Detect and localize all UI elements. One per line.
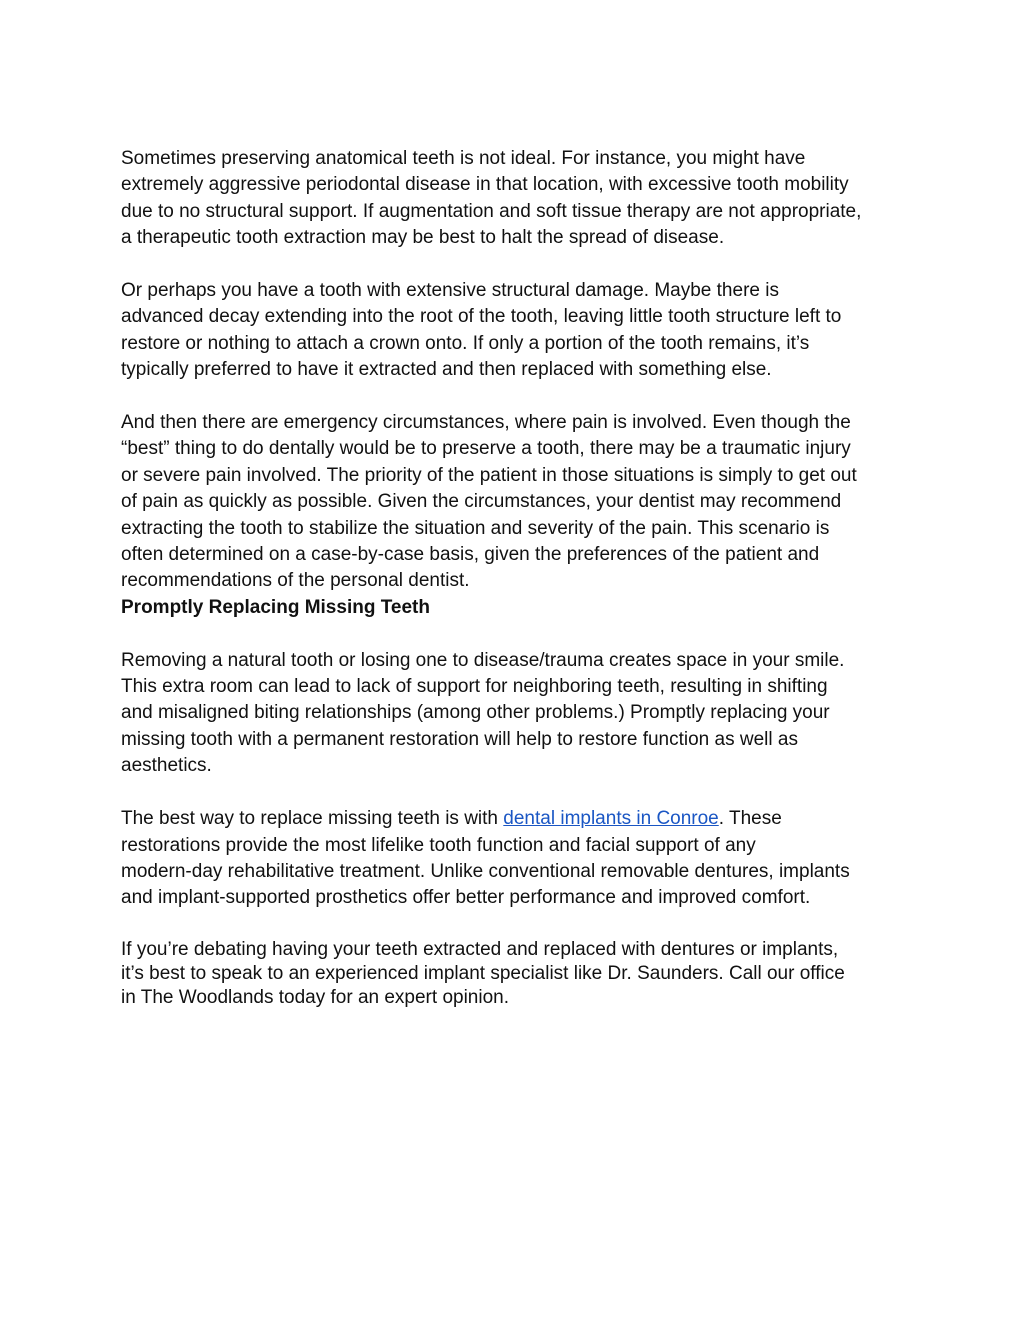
text-line: Sometimes preserving anatomical teeth is not ideal. For instance, you might have	[121, 148, 806, 169]
text-line: This extra room can lead to lack of support for neighboring teeth, resulting in shifting	[121, 676, 828, 698]
text-line: it’s best to speak to an experienced implant specialist like Dr. Saunders. Call our office	[121, 963, 845, 985]
text-line: If you’re debating having your teeth extracted and replaced with dentures or implants,	[121, 939, 839, 961]
document-body	[121, 146, 921, 1010]
text-line: Removing a natural tooth or losing one to disease/trauma creates space in your smile.	[121, 649, 845, 671]
text-line: in The Woodlands today for an expert opinion.	[121, 987, 509, 1009]
paragraph-preserving-teeth	[121, 146, 921, 252]
text-line: a therapeutic tooth extraction may be best to halt the spread of disease.	[121, 227, 725, 249]
text-line: and implant-supported prosthetics offer better performance and improved comfort.	[121, 887, 811, 909]
text-line: And then there are emergency circumstances, where pain is involved. Even though the	[121, 412, 851, 434]
text-line: extracting the tooth to stabilize the situation and severity of the pain. This scenario is	[121, 517, 830, 539]
text-line: missing tooth with a permanent restoration will help to restore function as well as	[121, 728, 798, 750]
text-line: “best” thing to do dentally would be to preserve a tooth, there may be a traumatic injury	[121, 438, 851, 460]
text-line: advanced decay extending into the root of the tooth, leaving little tooth structure left to	[121, 306, 842, 328]
text-line: of pain as quickly as possible. Given the circumstances, your dentist may recommend	[121, 491, 842, 513]
dental-implants-link[interactable]: dental implants in Conroe	[503, 808, 719, 830]
section-heading: Promptly Replacing Missing Teeth	[121, 596, 430, 618]
link-trail-text: . These	[718, 808, 782, 830]
text-line: restore or nothing to attach a crown onto. If only a portion of the tooth remains, it’s	[121, 332, 810, 354]
text-line: and misaligned biting relationships (among other problems.) Promptly replacing your	[121, 702, 830, 724]
paragraph-removing-tooth	[121, 648, 921, 780]
paragraph-call-to-action	[121, 938, 921, 1010]
text-line	[121, 806, 921, 832]
link-lead-text: The best way to replace missing teeth is with	[121, 808, 504, 830]
paragraph-dental-implants	[121, 806, 921, 912]
text-line: often determined on a case-by-case basis, given the preferences of the patient and	[121, 544, 820, 566]
text-line: extremely aggressive periodontal disease in that location, with excessive tooth mobility	[121, 174, 849, 196]
text-line: Or perhaps you have a tooth with extensive structural damage. Maybe there is	[121, 280, 779, 302]
text-line: restorations provide the most lifelike tooth function and facial support of any	[121, 834, 756, 856]
text-line: aesthetics.	[121, 755, 212, 777]
paragraph-emergency	[121, 410, 921, 595]
text-line: typically preferred to have it extracted and then replaced with something else.	[121, 359, 772, 381]
paragraph-structural-damage	[121, 278, 921, 384]
text-line: recommendations of the personal dentist.	[121, 570, 470, 592]
text-line: or severe pain involved. The priority of the patient in those situations is simply to get out	[121, 464, 857, 486]
text-line: due to no structural support. If augmentation and soft tissue therapy are not appropriate,	[121, 200, 862, 222]
text-line: modern-day rehabilitative treatment. Unlike conventional removable dentures, implants	[121, 860, 850, 882]
